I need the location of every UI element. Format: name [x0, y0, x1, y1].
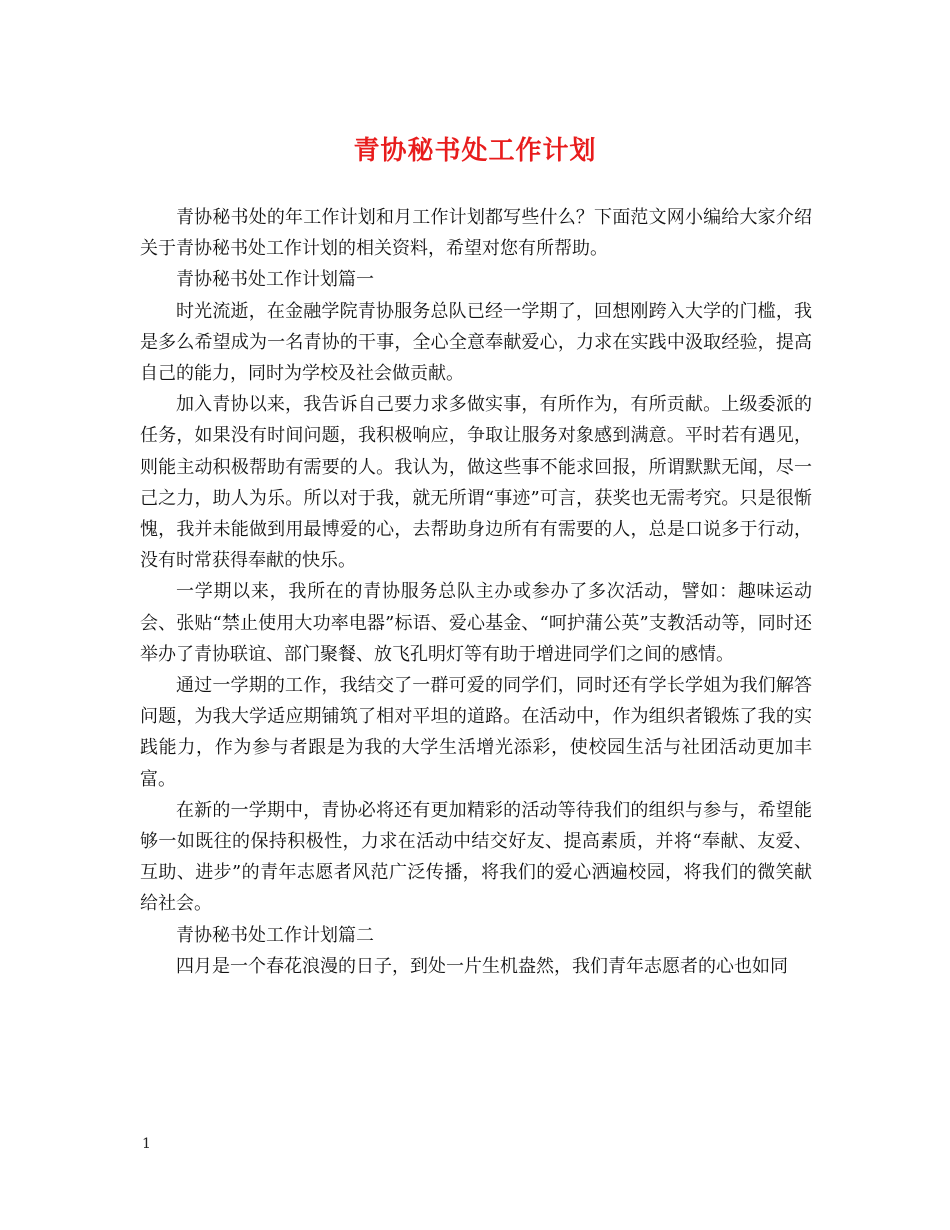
section-heading-2: 青协秘书处工作计划篇二 [176, 924, 374, 946]
paragraph: 一学期以来，我所在的青协服务总队主办或参办了多次活动，譬如：趣味运动会、张贴“禁止使用大功率电器”标语、爱心基金、“呵护蒲公英”支教活动等，同时还举办了青协联谊、部门聚餐、放飞孔明灯等有助于增进同学们之间的感情。 [140, 581, 812, 665]
paragraph-intro: 青协秘书处的年工作计划和月工作计划都写些什么？下面范文网小编给大家介绍关于青协秘书处工作计划的相关资料，希望对您有所帮助。 [140, 207, 812, 260]
paragraph: 时光流逝，在金融学院青协服务总队已经一学期了，回想刚跨入大学的门槛，我是多么希望成为一名青协的干事，全心全意奉献爱心，力求在实践中汲取经验，提高自己的能力，同时为学校及社会做贡献。 [140, 300, 812, 385]
page-number: 1 [142, 1136, 151, 1152]
section-heading-1: 青协秘书处工作计划篇一 [176, 269, 374, 291]
paragraph: 在新的一学期中，青协必将还有更加精彩的活动等待我们的组织与参与，希望能够一如既往的保持积极性，力求在活动中结交好友、提高素质，并将“奉献、友爱、互助、进步”的青年志愿者风范广泛传播，将我们的爱心洒遍校园，将我们的微笑献给社会。 [140, 799, 812, 915]
paragraph: 四月是一个春花浪漫的日子，到处一片生机盎然，我们青年志愿者的心也如同 [176, 955, 788, 977]
document-body [140, 202, 812, 982]
document-title: 青协秘书处工作计划 [353, 136, 597, 166]
paragraph: 通过一学期的工作，我结交了一群可爱的同学们，同时还有学长学姐为我们解答问题，为我大学适应期铺筑了相对平坦的道路。在活动中，作为组织者锻炼了我的实践能力，作为参与者跟是为我的大学生活增光添彩，使校园生活与社团活动更加丰富。 [140, 675, 812, 790]
paragraph: 加入青协以来，我告诉自己要力求多做实事，有所作为，有所贡献。上级委派的任务，如果没有时间问题，我积极响应，争取让服务对象感到满意。平时若有遇见，则能主动积极帮助有需要的人。我认为，做这些事不能求回报，所谓默默无闻，尽一己之力，助人为乐。所以对于我，就无所谓“事迹”可言，获奖也无需考究。只是很惭愧，我并未能做到用最博爱的心，去帮助身边所有有需要的人，总是口说多于行动，没有时常获得奉献的快乐。 [140, 394, 812, 572]
